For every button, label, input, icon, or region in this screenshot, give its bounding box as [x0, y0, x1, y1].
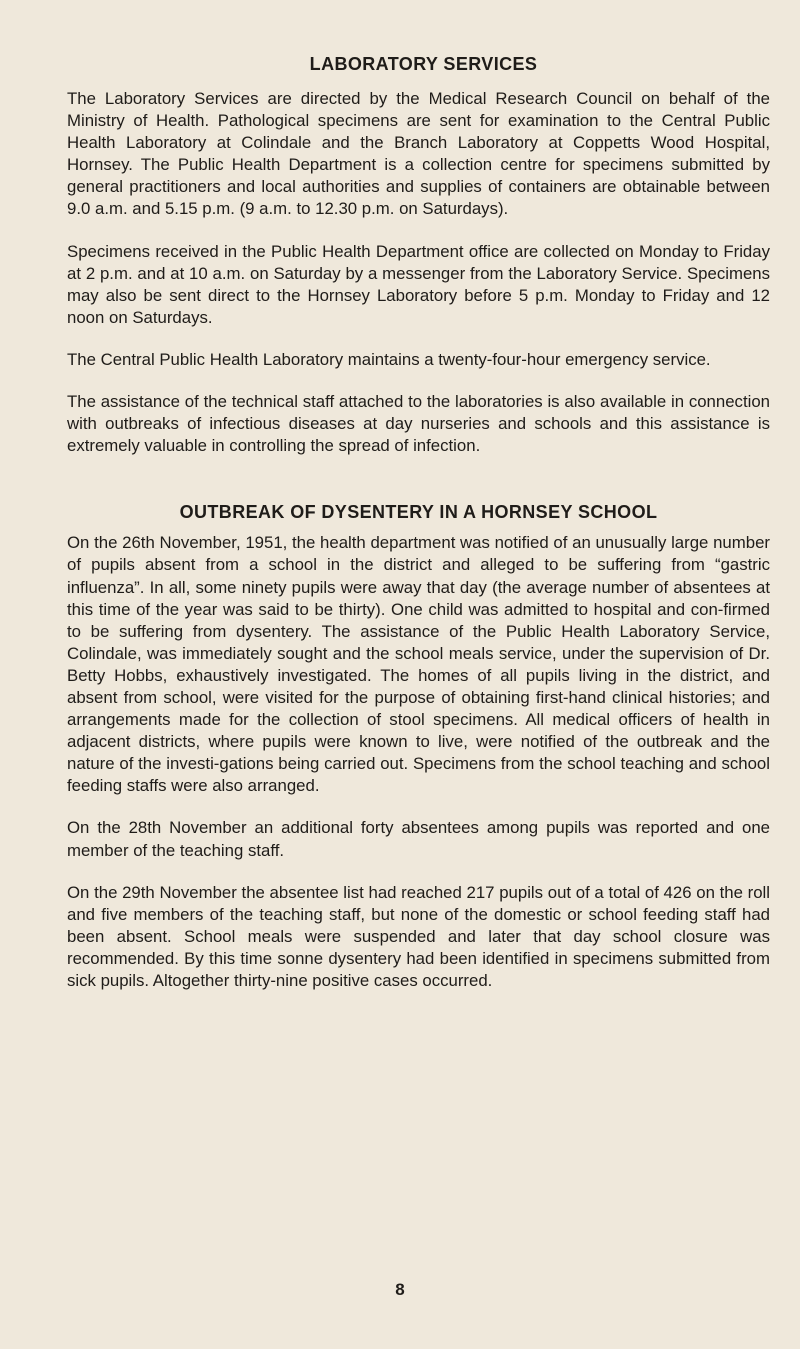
section-heading-dysentery-outbreak: OUTBREAK OF DYSENTERY IN A HORNSEY SCHOOL: [179, 502, 658, 523]
section-heading-laboratory-services: LABORATORY SERVICES: [309, 54, 538, 74]
paragraph: The Laboratory Services are directed by the Medical Research Council on behalf of the Ministry of Health. Pathological specimens are sent for examination to the Central Public Health Laboratory at Colindale and the Branch Laboratory at Coppetts Wood Hospital, Hornsey. The Public Health Department is a collection centre for specimens submitted by general practitioners and local authorities and supplies of containers are obtainable between 9.0 a.m. and 5.15 p.m. (9 a.m. to 12.30 p.m. on Saturdays).: [67, 89, 770, 219]
paragraph: The Central Public Health Laboratory maintains a twenty-four-hour emergency service.: [67, 349, 711, 369]
paragraph: Specimens received in the Public Health Department office are collected on Monday to Friday at 2 p.m. and at 10 a.m. on Saturday by a messenger from the Laboratory Service. Specimens may also be sent direct to the Hornsey Laboratory before 5 p.m. Monday to Friday and 12 noon on Saturdays.: [67, 241, 770, 327]
page-number: 8: [395, 1280, 405, 1299]
paragraph: The assistance of the technical staff attached to the laboratories is also available in connection with outbreaks of infectious diseases at day nurseries and schools and this assistance is extremely valuable in controlling the spread of infection.: [67, 392, 770, 456]
paragraph: On the 29th November the absentee list had reached 217 pupils out of a total of 426 on the roll and five members of the teaching staff, but none of the domestic or school feeding staff had been absent. School meals were suspended and later that day school closure was recommended. By this time sonne dysentery had been identified in specimens submitted from sick pupils. Altogether thirty-nine positive cases occurred.: [67, 882, 770, 990]
paragraph: On the 28th November an additional forty absentees among pupils was reported and one member of the teaching staff.: [67, 818, 770, 860]
paragraph: On the 26th November, 1951, the health department was notified of an unusually large number of pupils absent from a school in the district and alleged to be suffering from “gastric influenza”. In all, some ninety pupils were away that day (the average number of absentees at this time of the year was said to be thirty). One child was admitted to hospital and con-firmed to be suffering from dysentery. The assistance of the Public Health Laboratory Service, Colindale, was immediately sought and the school meals service, under the supervision of Dr. Betty Hobbs, exhaustively investigated. The homes of all pupils living in the district, and absent from school, were visited for the purpose of obtaining first-hand clinical histories; and arrangements made for the collection of stool specimens. All medical officers of health in adjacent districts, where pupils were known to live, were notified of the outbreak and the nature of the investi-gations being carried out. Specimens from the school teaching and school feeding staffs were also arranged.: [67, 533, 770, 796]
